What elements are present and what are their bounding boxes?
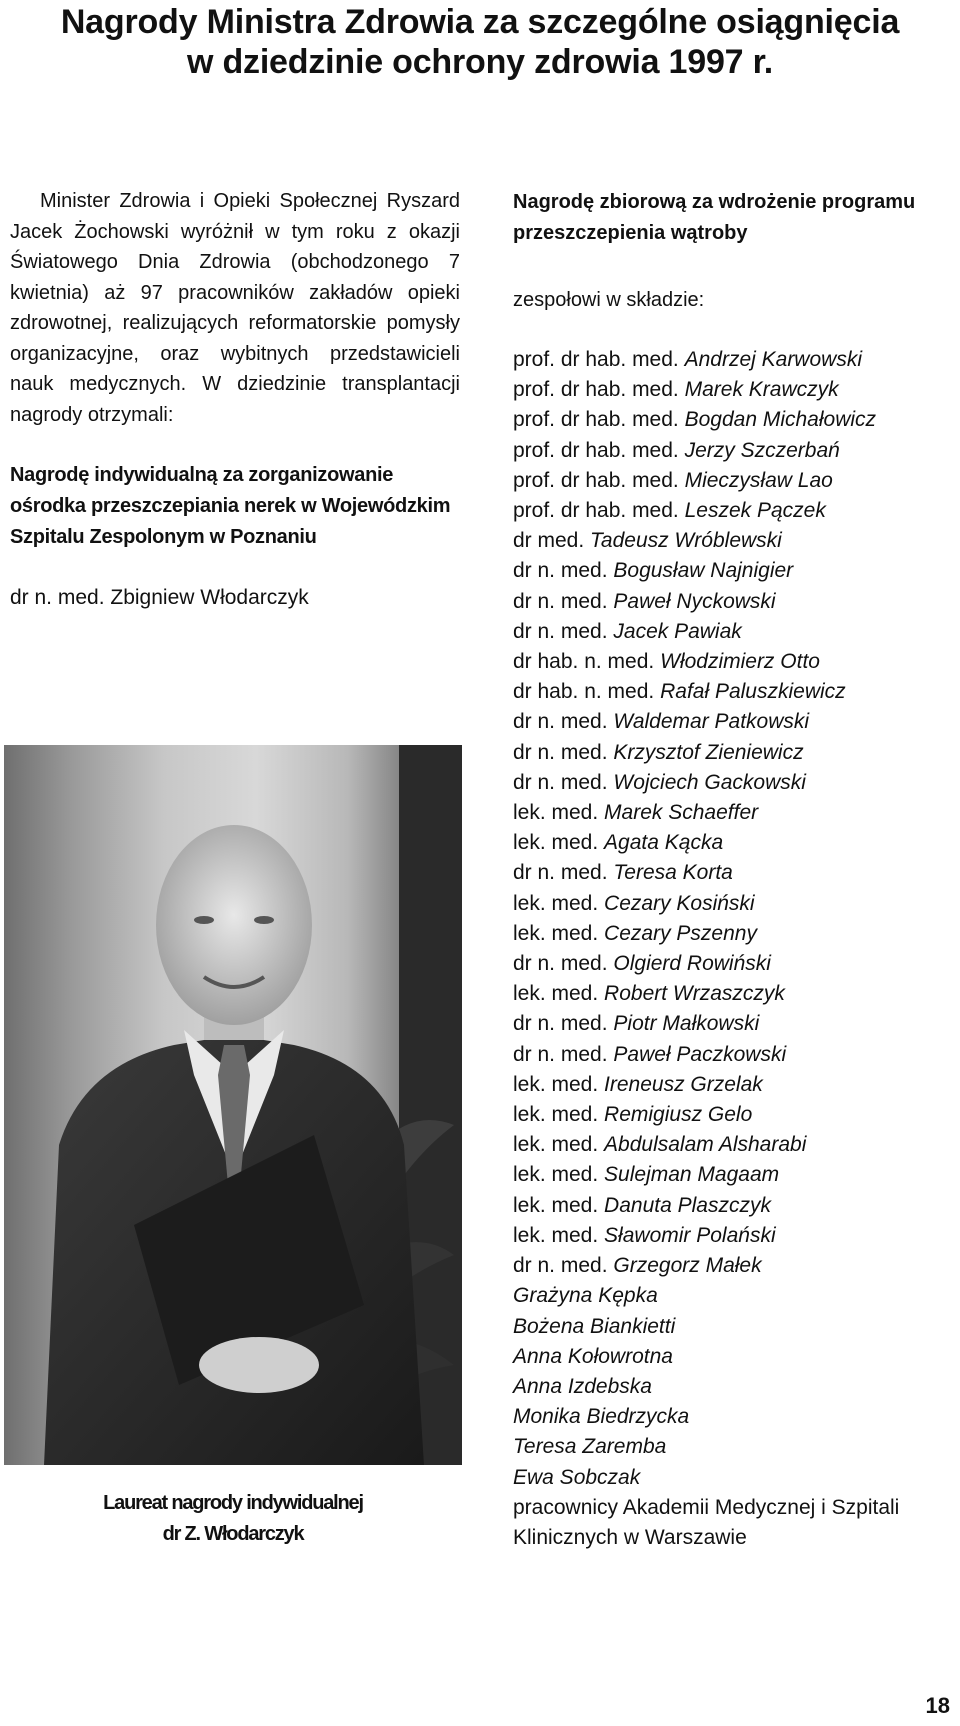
team-member xyxy=(513,858,953,888)
team-member-title: prof. dr hab. med. xyxy=(513,378,685,402)
team-member-name: Leszek Pączek xyxy=(684,499,826,523)
team-member xyxy=(513,707,953,737)
team-member-title: dr n. med. xyxy=(513,740,614,764)
team-member-title: dr n. med. xyxy=(513,619,614,643)
team-member-name: Bożena Biankietti xyxy=(513,1314,676,1338)
team-member-name: Sulejman Magaam xyxy=(604,1163,780,1187)
team-member xyxy=(513,1070,953,1100)
team-member-title: lek. med. xyxy=(513,1133,605,1157)
team-award-title: Nagrodę zbiorową za wdrożenie programu przeszczepienia wątroby xyxy=(513,191,916,244)
team-members-list xyxy=(513,345,953,1493)
individual-award-title: Nagrodę indywidualną za zorganizowanie ośrodka przeszczepiania nerek w Wojewódzkim Szpitalu Zespolonym w Poznaniu xyxy=(10,464,451,548)
team-member xyxy=(513,889,953,919)
team-member-title: dr n. med. xyxy=(513,770,614,794)
team-member xyxy=(513,1342,953,1372)
team-member xyxy=(513,1221,953,1251)
team-member-title: lek. med. xyxy=(513,1103,605,1127)
team-member xyxy=(513,1463,953,1493)
team-member-title: lek. med. xyxy=(513,831,605,855)
photo-caption-line2: dr Z. Włodarczyk xyxy=(162,1523,304,1545)
team-member xyxy=(513,1009,953,1039)
team-member-title: dr n. med. xyxy=(513,952,614,976)
laureate-photo xyxy=(4,745,462,1465)
team-member xyxy=(513,1160,953,1190)
team-member-name: Abdulsalam Alsharabi xyxy=(604,1133,807,1157)
page-title xyxy=(0,2,960,82)
left-column xyxy=(10,186,460,613)
team-member-title: prof. dr hab. med. xyxy=(513,468,685,492)
team-member xyxy=(513,1191,953,1221)
team-member-title: dr n. med. xyxy=(513,1012,614,1036)
team-member xyxy=(513,738,953,768)
team-member-name: Grzegorz Małek xyxy=(613,1254,762,1278)
team-member-name: Remigiusz Gelo xyxy=(604,1103,753,1127)
team-member-name: Mieczysław Lao xyxy=(684,468,833,492)
team-member xyxy=(513,1312,953,1342)
team-member-name: Anna Izdebska xyxy=(513,1374,652,1398)
team-member xyxy=(513,375,953,405)
team-award-intro: zespołowi w składzie: xyxy=(513,289,705,311)
team-member xyxy=(513,405,953,435)
team-member-title: dr med. xyxy=(513,529,591,553)
team-member xyxy=(513,436,953,466)
team-member xyxy=(513,677,953,707)
team-member-name: Włodzimierz Otto xyxy=(660,650,820,674)
team-member-name: Robert Wrzaszczyk xyxy=(604,982,785,1006)
page-title-line1: Nagrody Ministra Zdrowia za szczególne osiągnięcia xyxy=(60,3,900,41)
page-number: 18 xyxy=(925,1693,950,1718)
team-member xyxy=(513,798,953,828)
team-member xyxy=(513,1432,953,1462)
team-member xyxy=(513,647,953,677)
team-member-name: Olgierd Rowiński xyxy=(613,952,771,976)
team-member xyxy=(513,1040,953,1070)
team-member xyxy=(513,526,953,556)
team-member-name: Krzysztof Zieniewicz xyxy=(613,740,804,764)
team-member-name: Waldemar Patkowski xyxy=(613,710,810,734)
team-member-name: Marek Krawczyk xyxy=(684,378,839,402)
team-member-name: Ewa Sobczak xyxy=(513,1465,641,1489)
right-column xyxy=(513,187,953,1553)
team-member-title: lek. med. xyxy=(513,1193,605,1217)
team-member-name: Cezary Pszenny xyxy=(604,921,757,945)
team-member-title: dr n. med. xyxy=(513,559,614,583)
team-award-footer-line1: pracownicy Akademii Medycznej i Szpitali xyxy=(513,1495,900,1519)
team-member xyxy=(513,1251,953,1281)
team-member-title: dr n. med. xyxy=(513,861,614,885)
photo-caption xyxy=(4,1488,462,1550)
team-member-title: lek. med. xyxy=(513,1223,605,1247)
individual-award-winner: dr n. med. Zbigniew Włodarczyk xyxy=(10,586,309,609)
team-member xyxy=(513,617,953,647)
team-member xyxy=(513,587,953,617)
team-member-title: dr hab. n. med. xyxy=(513,650,661,674)
laureate-photo-illustration xyxy=(4,745,462,1465)
team-member-name: Teresa Korta xyxy=(613,861,733,885)
team-member xyxy=(513,979,953,1009)
team-member-title: prof. dr hab. med. xyxy=(513,438,685,462)
team-member-title: lek. med. xyxy=(513,982,605,1006)
team-member-title: lek. med. xyxy=(513,1163,605,1187)
team-member-name: Bogdan Michałowicz xyxy=(684,408,877,432)
team-member-name: Paweł Nyckowski xyxy=(613,589,776,613)
team-member xyxy=(513,919,953,949)
team-member xyxy=(513,768,953,798)
team-member-title: prof. dr hab. med. xyxy=(513,408,685,432)
team-member-name: Anna Kołowrotna xyxy=(513,1344,673,1368)
team-award-footer-line2: Klinicznych w Warszawie xyxy=(513,1525,747,1549)
team-member-name: Paweł Paczkowski xyxy=(613,1042,787,1066)
team-member xyxy=(513,949,953,979)
team-member-name: Grażyna Kępka xyxy=(513,1284,658,1308)
team-member xyxy=(513,1402,953,1432)
team-member xyxy=(513,1372,953,1402)
team-member-title: prof. dr hab. med. xyxy=(513,499,685,523)
team-member xyxy=(513,345,953,375)
team-member-name: Andrzej Karwowski xyxy=(684,348,862,371)
team-member-name: Agata Kącka xyxy=(604,831,724,855)
team-member-title: lek. med. xyxy=(513,921,605,945)
intro-paragraph: Minister Zdrowia i Opieki Społecznej Ryszard Jacek Żochowski wyróżnił w tym roku z okazji Światowego Dnia Zdrowia (obchodzonego 7 kwietnia) aż 97 pracowników zakładów opieki zdrowotnej, realizujących reformatorskie pomysły organizacyjne, oraz wybitnych przedstawicieli nauk medycznych. W dziedzinie transplantacji nagrody otrzymali: xyxy=(10,190,460,426)
team-member-title: dr n. med. xyxy=(513,710,614,734)
team-member xyxy=(513,466,953,496)
team-member-title: dr n. med. xyxy=(513,1042,614,1066)
team-member xyxy=(513,1281,953,1311)
team-member-title: prof. dr hab. med. xyxy=(513,348,685,371)
team-member-name: Bogusław Najnigier xyxy=(613,559,794,583)
team-member-title: lek. med. xyxy=(513,801,605,825)
page-title-line2: w dziedzinie ochrony zdrowia 1997 r. xyxy=(186,43,774,81)
team-member-title: dr hab. n. med. xyxy=(513,680,661,704)
team-member-name: Sławomir Polański xyxy=(604,1223,776,1247)
team-member xyxy=(513,556,953,586)
team-member-name: Ireneusz Grzelak xyxy=(604,1072,763,1096)
team-member xyxy=(513,1100,953,1130)
team-member-title: lek. med. xyxy=(513,891,605,915)
team-member-name: Monika Biedrzycka xyxy=(513,1405,690,1429)
team-member-name: Piotr Małkowski xyxy=(613,1012,760,1036)
team-member-name: Rafał Paluszkiewicz xyxy=(660,680,846,704)
team-member-name: Teresa Zaremba xyxy=(513,1435,667,1459)
team-member xyxy=(513,828,953,858)
team-member-name: Jerzy Szczerbań xyxy=(684,438,840,462)
team-member xyxy=(513,1130,953,1160)
team-member-name: Marek Schaeffer xyxy=(604,801,759,825)
team-member-title: dr n. med. xyxy=(513,589,614,613)
team-member-name: Danuta Plaszczyk xyxy=(604,1193,771,1217)
team-member-title: dr n. med. xyxy=(513,1254,614,1278)
team-member-name: Cezary Kosiński xyxy=(604,891,755,915)
team-member-name: Tadeusz Wróblewski xyxy=(590,529,782,553)
team-member-title: lek. med. xyxy=(513,1072,605,1096)
team-member xyxy=(513,496,953,526)
team-member-name: Wojciech Gackowski xyxy=(613,770,806,794)
team-member-name: Jacek Pawiak xyxy=(613,619,742,643)
photo-caption-line1: Laureat nagrody indywidualnej xyxy=(103,1492,363,1514)
